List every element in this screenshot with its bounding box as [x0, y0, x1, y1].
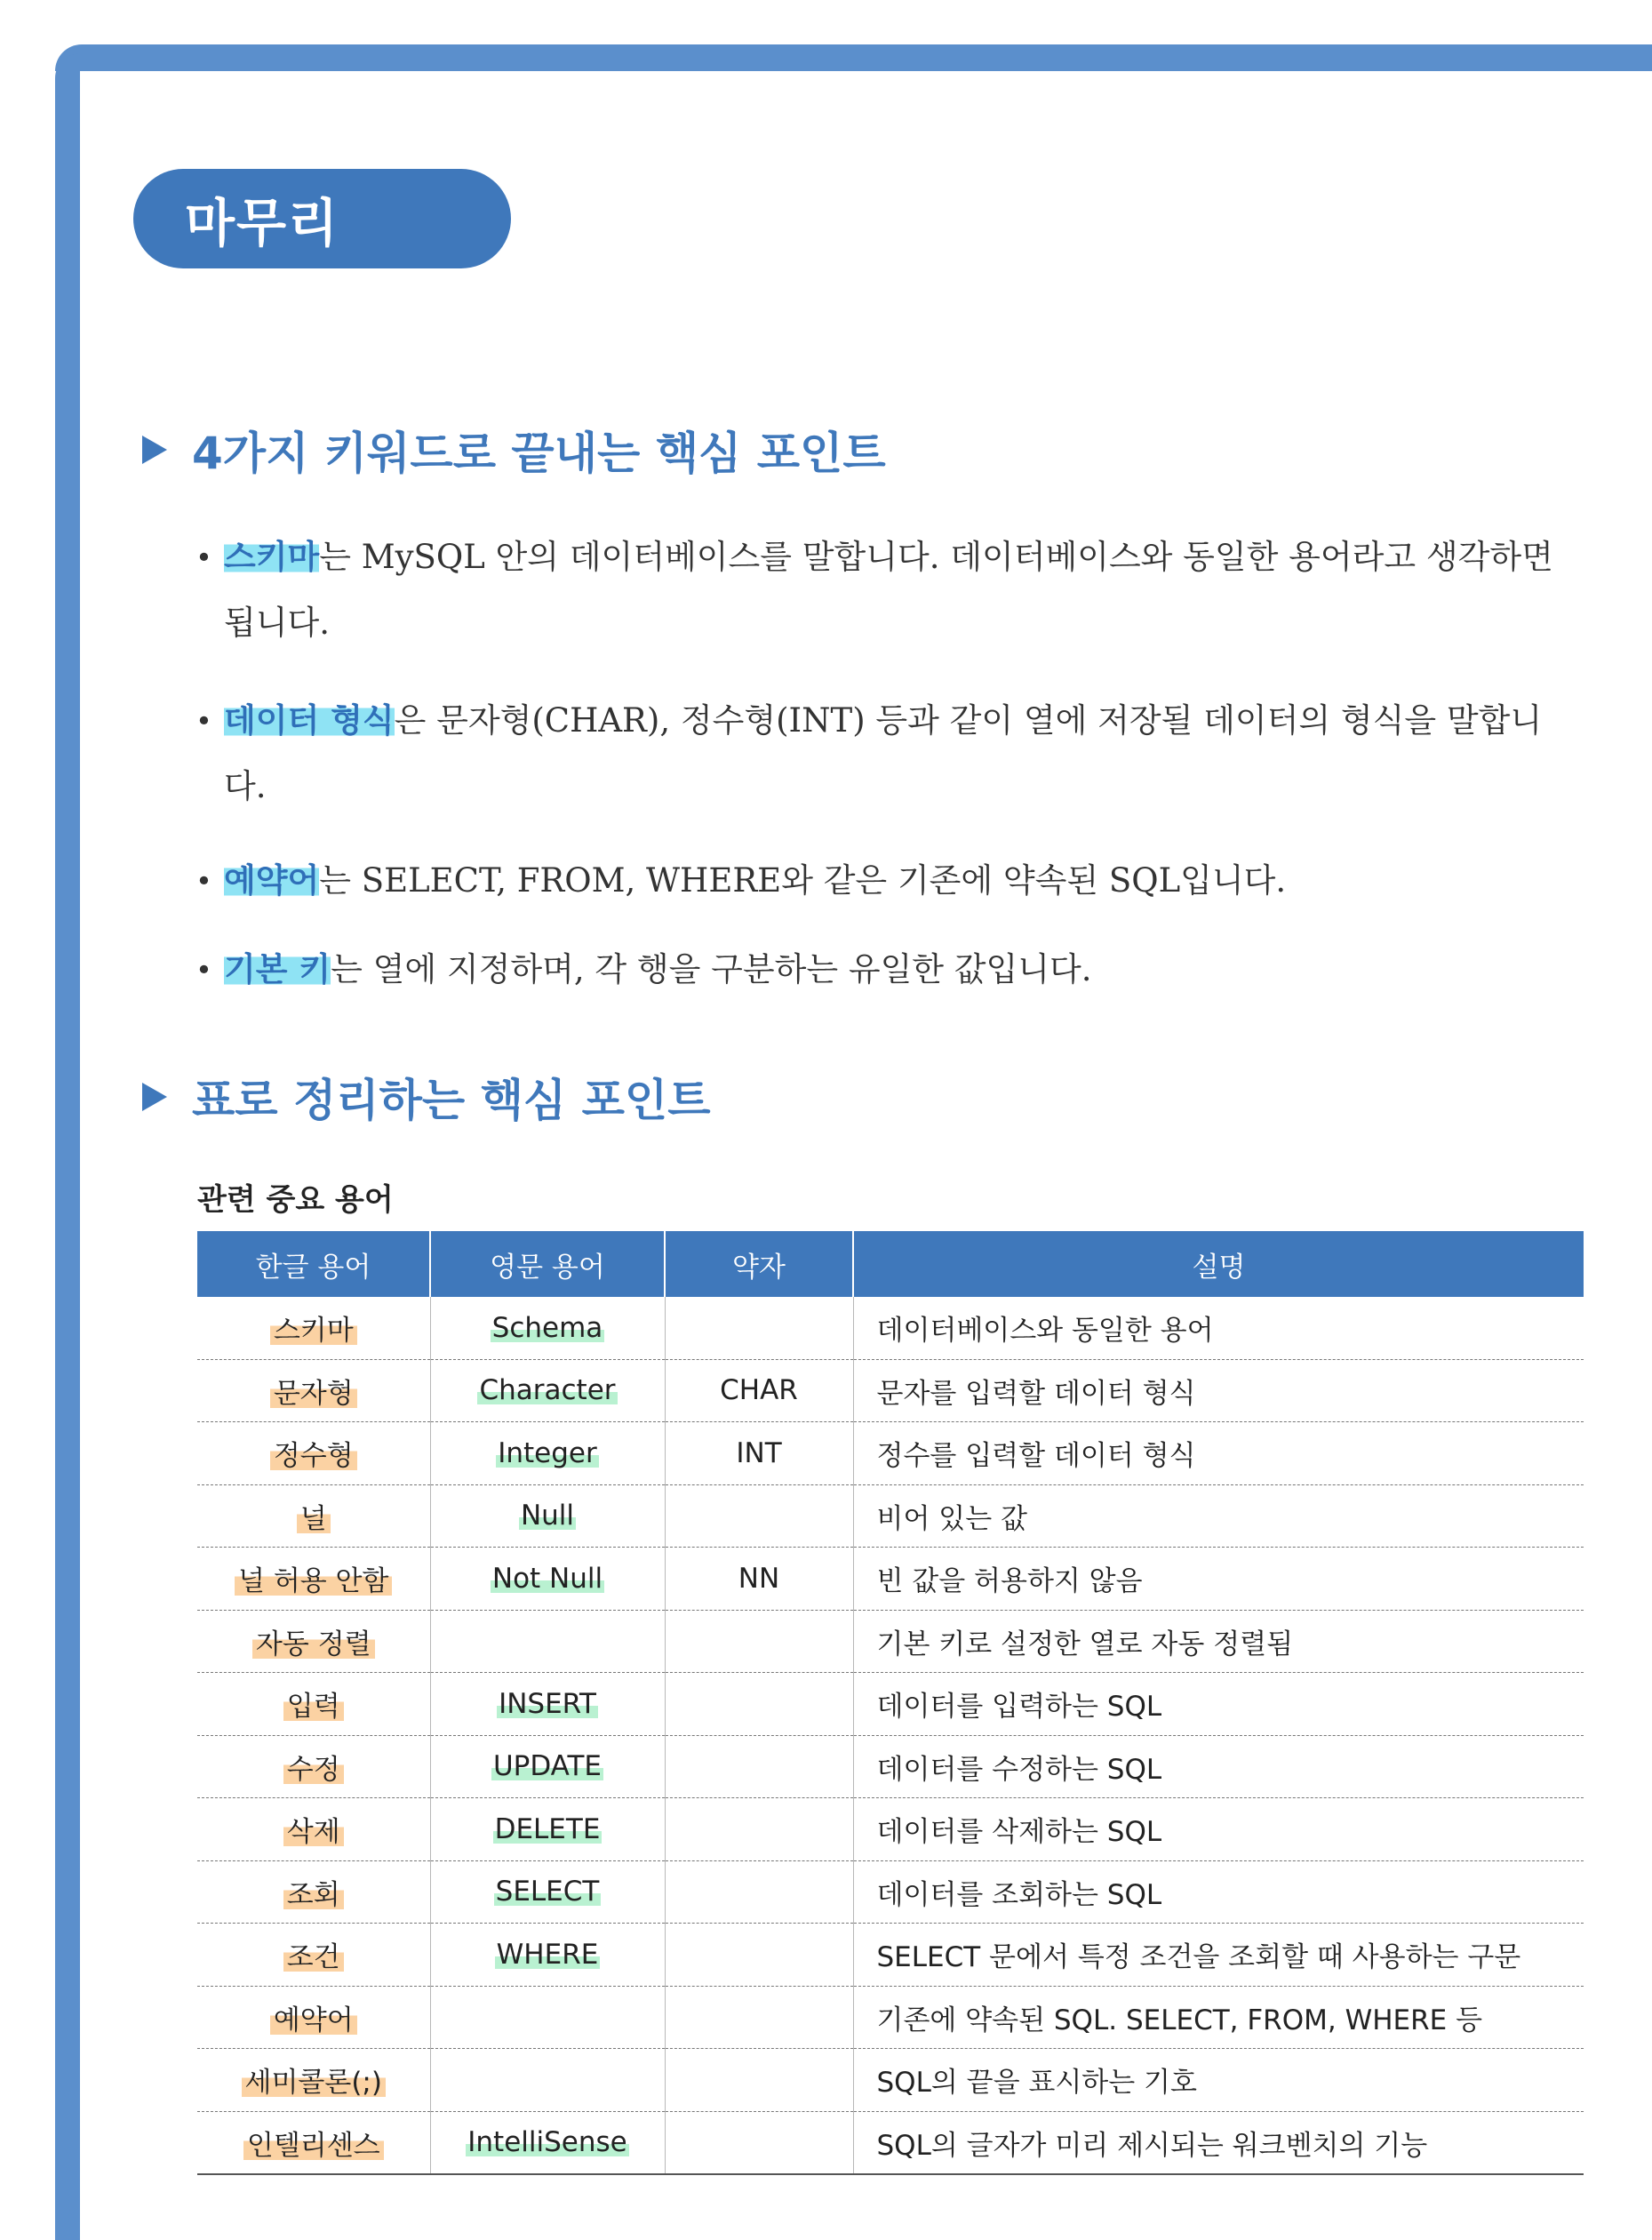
- korean-term-cell: [197, 1359, 430, 1422]
- abbreviation-text: NN: [738, 1562, 780, 1595]
- keyword: 데이터 형식: [224, 701, 395, 740]
- description-text: 기존에 약속된 SQL. SELECT, FROM, WHERE 등: [876, 2004, 1483, 2036]
- korean-term-cell: [197, 1860, 430, 1924]
- korean-term-cell: [197, 1798, 430, 1861]
- korean-term-text: 조회: [283, 1879, 344, 1911]
- table-row: [197, 1484, 1584, 1548]
- korean-term-text: 입력: [283, 1691, 344, 1723]
- description-text: 문자를 입력할 데이터 형식: [876, 1377, 1196, 1410]
- abbreviation-cell: [665, 1548, 853, 1611]
- abbreviation-cell: [665, 1860, 853, 1924]
- korean-term-cell: [197, 1986, 430, 2049]
- description-cell: [853, 1359, 1584, 1422]
- table-row: [197, 1735, 1584, 1798]
- korean-term-text: 정수형: [270, 1440, 357, 1472]
- korean-term-cell: [197, 2049, 430, 2112]
- korean-term-cell: [197, 2111, 430, 2174]
- triangle-bullet-icon: [142, 436, 167, 464]
- abbreviation-cell: [665, 2049, 853, 2112]
- table-row: [197, 1359, 1584, 1422]
- english-term-cell: [430, 1986, 665, 2049]
- korean-term-cell: [197, 1422, 430, 1485]
- description-cell: [853, 1924, 1584, 1987]
- korean-term-text: 인텔리센스: [243, 2130, 384, 2162]
- abbreviation-cell: [665, 1735, 853, 1798]
- description-cell: [853, 1860, 1584, 1924]
- abbreviation-cell: [665, 1924, 853, 1987]
- english-term-text: Schema: [491, 1311, 603, 1344]
- keyword-text: 는 열에 지정하며, 각 행을 구분하는 유일한 값입니다.: [331, 950, 1092, 988]
- terms-table: [197, 1231, 1584, 2175]
- english-term-cell: [430, 1735, 665, 1798]
- english-term-text: Not Null: [491, 1562, 603, 1595]
- korean-term-text: 스키마: [270, 1315, 357, 1347]
- header-korean-term: 한글 용어: [197, 1231, 430, 1297]
- description-cell: [853, 1297, 1584, 1359]
- korean-term-text: 예약어: [270, 2004, 357, 2036]
- header-abbreviation: 약자: [665, 1231, 853, 1297]
- keyword-text: 은 문자형(CHAR), 정수형(INT) 등과 같이 열에 저장될 데이터의 형식을 말합니다.: [224, 701, 1543, 805]
- korean-term-text: 삭제: [283, 1816, 344, 1848]
- description-text: SQL의 끝을 표시하는 기호: [876, 2067, 1197, 2100]
- description-cell: [853, 1484, 1584, 1548]
- keyword: 스키마: [224, 538, 320, 576]
- description-text: 데이터를 삭제하는 SQL: [876, 1816, 1162, 1849]
- english-term-cell: [430, 2049, 665, 2112]
- description-text: SQL의 글자가 미리 제시되는 워크벤치의 기능: [876, 2129, 1428, 2162]
- korean-term-text: 널 허용 안함: [235, 1565, 392, 1597]
- page-frame-left: [55, 53, 80, 2240]
- korean-term-text: 문자형: [270, 1378, 357, 1410]
- keyword-bullet-list: [196, 524, 1582, 1003]
- description-cell: [853, 1548, 1584, 1611]
- description-text: 비어 있는 값: [876, 1502, 1027, 1535]
- keyword-bullet: [196, 848, 1582, 914]
- chapter-summary-badge: 마무리: [133, 169, 511, 268]
- english-term-text: INSERT: [499, 1687, 596, 1720]
- keyword: 기본 키: [224, 950, 331, 988]
- korean-term-text: 조건: [283, 1941, 344, 1973]
- english-term-text: WHERE: [496, 1938, 599, 1971]
- abbreviation-cell: [665, 2111, 853, 2174]
- english-term-cell: [430, 1359, 665, 1422]
- korean-term-cell: [197, 1297, 430, 1359]
- header-description: 설명: [853, 1231, 1584, 1297]
- table-caption: 관련 중요 용어: [197, 1182, 394, 1218]
- abbreviation-cell: [665, 1422, 853, 1485]
- description-text: 데이터를 수정하는 SQL: [876, 1753, 1162, 1786]
- english-term-cell: [430, 1422, 665, 1485]
- description-cell: [853, 1422, 1584, 1485]
- section-table-title: 표로 정리하는 핵심 포인트: [192, 1075, 711, 1126]
- description-cell: [853, 1986, 1584, 2049]
- triangle-bullet-icon: [142, 1083, 167, 1111]
- table-row: [197, 1924, 1584, 1987]
- keyword: 예약어: [224, 861, 320, 900]
- english-term-text: Null: [520, 1500, 575, 1532]
- english-term-text: UPDATE: [492, 1750, 603, 1783]
- table-row: [197, 2111, 1584, 2174]
- description-cell: [853, 1735, 1584, 1798]
- english-term-text: SELECT: [495, 1876, 600, 1908]
- section-keywords-heading: [142, 418, 886, 482]
- english-term-text: Character: [479, 1374, 616, 1407]
- keyword-text: 는 MySQL 안의 데이터베이스를 말합니다. 데이터베이스와 동일한 용어라고 생각하면 됩니다.: [224, 538, 1553, 642]
- english-term-cell: [430, 1548, 665, 1611]
- english-term-text: Integer: [498, 1436, 597, 1469]
- table-row: [197, 1297, 1584, 1359]
- english-term-cell: [430, 2111, 665, 2174]
- table-row: [197, 1610, 1584, 1673]
- abbreviation-text: INT: [736, 1436, 782, 1469]
- description-text: 데이터를 입력하는 SQL: [876, 1691, 1162, 1724]
- english-term-cell: [430, 1610, 665, 1673]
- english-term-cell: [430, 1924, 665, 1987]
- korean-term-cell: [197, 1735, 430, 1798]
- description-text: 기본 키로 설정한 열로 자동 정렬됨: [876, 1628, 1294, 1660]
- table-row: [197, 2049, 1584, 2112]
- korean-term-cell: [197, 1548, 430, 1611]
- description-cell: [853, 2111, 1584, 2174]
- abbreviation-cell: [665, 1673, 853, 1736]
- description-cell: [853, 1798, 1584, 1861]
- abbreviation-cell: [665, 1359, 853, 1422]
- section-table-heading: [142, 1065, 711, 1129]
- table-row: [197, 1860, 1584, 1924]
- description-text: SELECT 문에서 특정 조건을 조회할 때 사용하는 구문: [876, 1941, 1521, 1974]
- abbreviation-cell: [665, 1297, 853, 1359]
- korean-term-cell: [197, 1610, 430, 1673]
- description-text: 데이터를 조회하는 SQL: [876, 1878, 1162, 1911]
- description-text: 빈 값을 허용하지 않음: [876, 1565, 1143, 1598]
- description-cell: [853, 1673, 1584, 1736]
- section-keywords-title: 4가지 키워드로 끝내는 핵심 포인트: [192, 428, 886, 479]
- abbreviation-cell: [665, 1484, 853, 1548]
- english-term-text: IntelliSense: [467, 2126, 627, 2159]
- english-term-cell: [430, 1798, 665, 1861]
- english-term-cell: [430, 1860, 665, 1924]
- abbreviation-cell: [665, 1986, 853, 2049]
- keyword-bullet: [196, 937, 1582, 1003]
- header-english-term: 영문 용어: [430, 1231, 665, 1297]
- description-cell: [853, 1610, 1584, 1673]
- korean-term-cell: [197, 1924, 430, 1987]
- english-term-cell: [430, 1484, 665, 1548]
- korean-term-cell: [197, 1673, 430, 1736]
- description-text: 정수를 입력할 데이터 형식: [876, 1440, 1196, 1473]
- korean-term-text: 세미콜론(;): [242, 2067, 386, 2099]
- keyword-bullet: [196, 524, 1582, 656]
- page-frame-top: [55, 44, 1652, 71]
- table-row: [197, 1422, 1584, 1485]
- english-term-text: DELETE: [494, 1812, 601, 1845]
- table-row: [197, 1798, 1584, 1861]
- abbreviation-cell: [665, 1798, 853, 1861]
- terms-table-body: [197, 1297, 1584, 2174]
- description-text: 데이터베이스와 동일한 용어: [876, 1315, 1214, 1348]
- description-cell: [853, 2049, 1584, 2112]
- keyword-bullet: [196, 688, 1582, 820]
- korean-term-cell: [197, 1484, 430, 1548]
- abbreviation-cell: [665, 1610, 853, 1673]
- korean-term-text: 자동 정렬: [252, 1628, 375, 1660]
- table-row: [197, 1673, 1584, 1736]
- table-row: [197, 1548, 1584, 1611]
- table-header-row: [197, 1231, 1584, 1297]
- english-term-cell: [430, 1297, 665, 1359]
- table-row: [197, 1986, 1584, 2049]
- english-term-cell: [430, 1673, 665, 1736]
- abbreviation-text: CHAR: [720, 1374, 798, 1407]
- korean-term-text: 널: [297, 1503, 331, 1535]
- keyword-text: 는 SELECT, FROM, WHERE와 같은 기존에 약속된 SQL입니다.: [319, 861, 1287, 900]
- korean-term-text: 수정: [283, 1754, 344, 1786]
